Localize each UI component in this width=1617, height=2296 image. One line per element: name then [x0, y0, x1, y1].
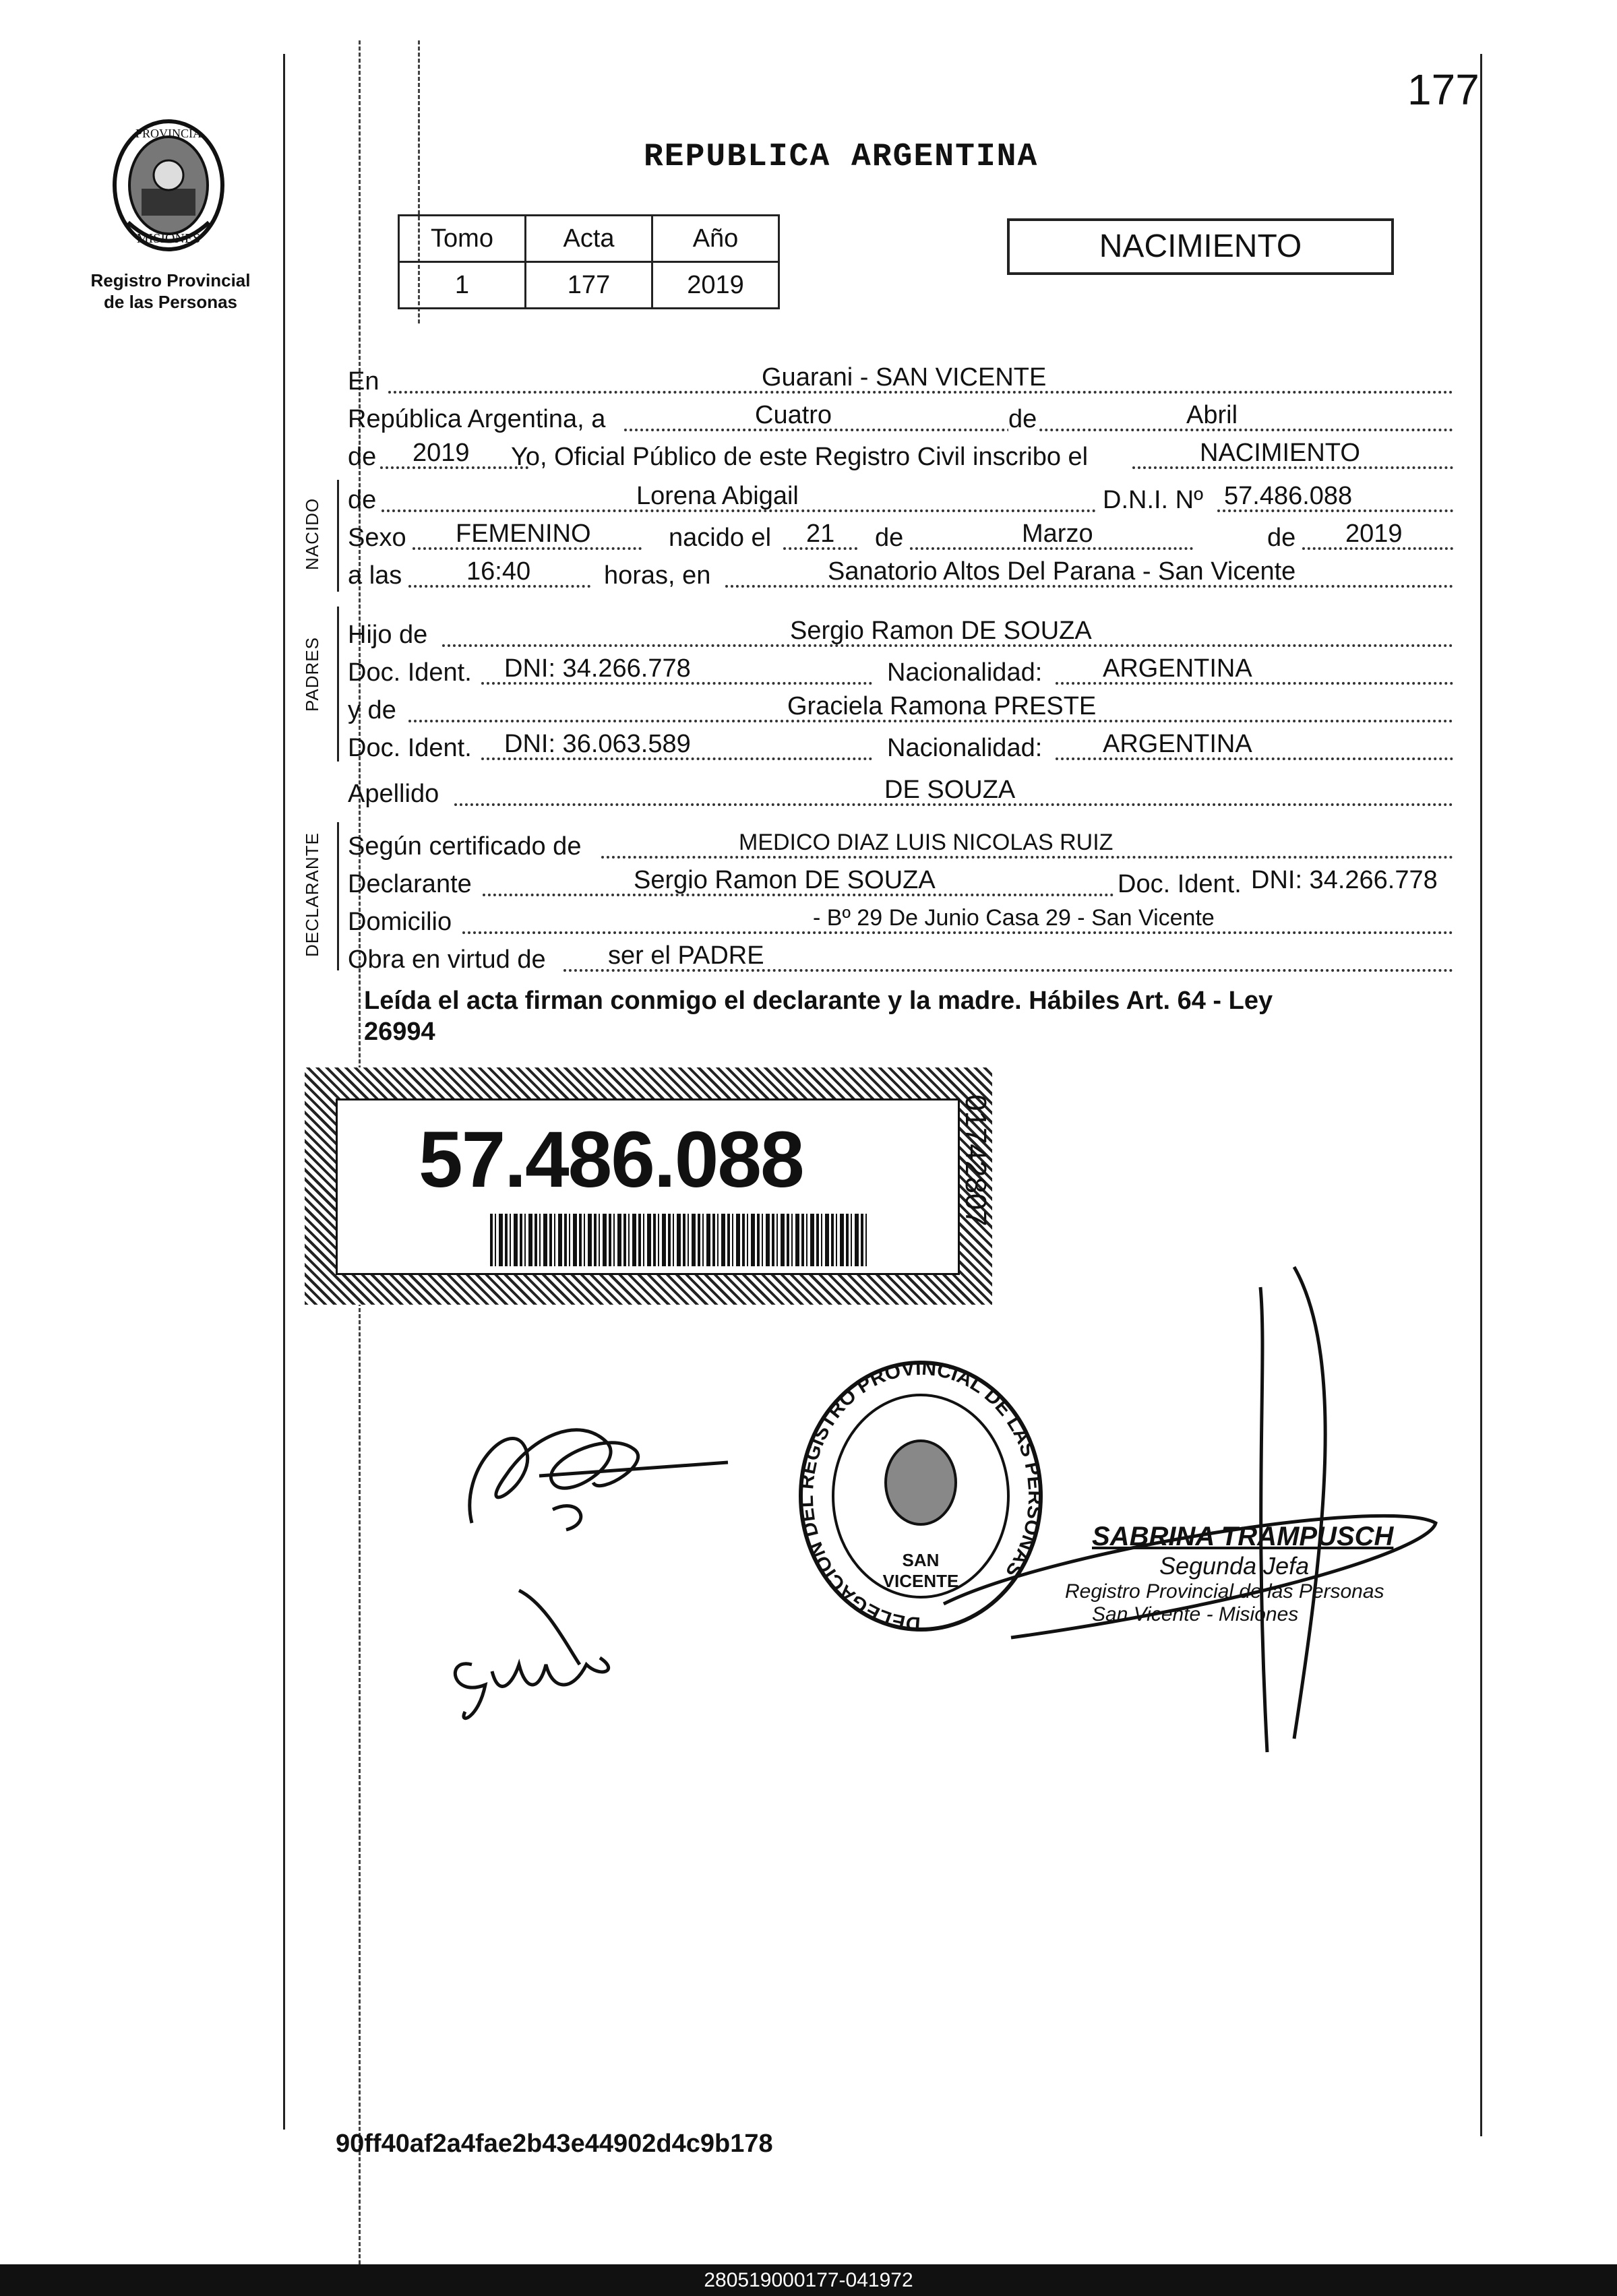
nacido-bar: [337, 480, 339, 592]
signature-scribble-2: [438, 1563, 640, 1739]
hora-value: 16:40: [466, 557, 531, 586]
signature-scribble-1: [431, 1388, 768, 1550]
row-year-clause: [348, 429, 1453, 473]
clause-text: Yo, Oficial Público de este Registro Civil inscribo el: [511, 443, 1089, 471]
nacido-section-label: NACIDO: [302, 497, 322, 570]
sticker-number: 57.486.088: [419, 1115, 803, 1204]
cert-label: Según certificado de: [348, 832, 582, 861]
obra-label: Obra en virtud de: [348, 945, 546, 974]
registry-caption-line1: Registro Provincial: [90, 270, 251, 290]
sticker-barcode: [490, 1214, 867, 1266]
sticker-inner: [336, 1098, 960, 1275]
dni-label: D.N.I. Nº: [1103, 486, 1203, 514]
de-year-label: de: [348, 443, 377, 471]
padres-section-label: PADRES: [302, 637, 322, 712]
child-dni: 57.486.088: [1224, 482, 1353, 510]
acta-value: 177: [526, 262, 652, 309]
registry-caption-line2: de las Personas: [104, 292, 237, 312]
en-label: En: [348, 367, 379, 396]
official-org: Registro Provincial de las Personas: [1065, 1580, 1384, 1603]
madre-signature: [438, 1563, 640, 1739]
apellido-label: Apellido: [348, 780, 439, 808]
madre-nac-label: Nacionalidad:: [887, 734, 1043, 762]
birth-day: 21: [806, 520, 835, 548]
stamp-ring-text: DELEGACION DEL REGISTRO PROVINCIAL DE LAS PERSONAS: [795, 1357, 1047, 1636]
de-month-label: de: [1008, 403, 1037, 435]
act-value: NACIMIENTO: [1200, 439, 1360, 467]
footer-bar: [0, 2264, 1617, 2296]
official-signature: [917, 1227, 1469, 1766]
registry-caption: [80, 270, 262, 313]
official-block: [1065, 1522, 1469, 1626]
acta-header: Acta: [526, 216, 652, 262]
row-hora: [348, 547, 1453, 592]
republica-label: República Argentina, a: [348, 405, 606, 433]
madre-name: Graciela Ramona PRESTE: [787, 692, 1097, 720]
official-place: San Vicente - Misiones: [1092, 1603, 1299, 1625]
hijo-de-label: Hijo de: [348, 621, 428, 649]
right-margin-rule: [1480, 54, 1482, 2136]
sexo-value: FEMENINO: [456, 520, 591, 548]
footer-code: 280519000177-041972: [704, 2269, 913, 2291]
padres-bar: [337, 607, 339, 762]
register-table: [398, 214, 780, 309]
declarante-section-label: DECLARANTE: [302, 832, 322, 957]
svg-text:PROVINCIA: PROVINCIA: [135, 127, 202, 140]
horas-en-label: horas, en: [604, 561, 711, 590]
leida-line1: Leída el acta firman conmigo el declarante y la madre. Hábiles Art. 64 - Ley: [364, 987, 1273, 1015]
page-number: 177: [1407, 65, 1479, 114]
month-value: Abril: [1186, 401, 1238, 429]
anio-value: 2019: [652, 262, 779, 309]
declarante-signature: [431, 1388, 768, 1550]
svg-text:MISIONES: MISIONES: [136, 231, 201, 246]
official-title: Segunda Jefa: [1159, 1552, 1310, 1580]
a-las-label: a las: [348, 561, 402, 590]
tomo-header: Tomo: [399, 216, 526, 262]
row-apellido: [348, 766, 1453, 810]
year-value: 2019: [413, 439, 470, 467]
decl-doc-label: Doc. Ident.: [1113, 868, 1242, 900]
row-madre-doc: [348, 720, 1453, 764]
leida-line2: 26994: [364, 1018, 435, 1046]
declarante-label: Declarante: [348, 870, 472, 898]
misiones-seal-icon: [101, 115, 236, 256]
place-value: Guarani - SAN VICENTE: [762, 363, 1047, 392]
de-label-3: de: [1267, 524, 1296, 552]
declarante-bar: [337, 822, 339, 970]
nacido-el-label: nacido el: [669, 524, 772, 552]
document-hash: 90ff40af2a4fae2b43e44902d4c9b178: [336, 2130, 773, 2158]
padre-doc: DNI: 34.266.778: [504, 654, 691, 683]
sticker-side-code: 01742807: [959, 1094, 992, 1227]
padre-name: Sergio Ramon DE SOUZA: [790, 617, 1092, 645]
obra-value: ser el PADRE: [608, 941, 764, 970]
birth-month: Marzo: [1022, 520, 1093, 548]
madre-doc: DNI: 36.063.589: [504, 730, 691, 758]
lugar-value: Sanatorio Altos Del Parana - San Vicente: [828, 557, 1296, 586]
madre-nac: ARGENTINA: [1103, 730, 1252, 758]
cert-value: MEDICO DIAZ LUIS NICOLAS RUIZ: [739, 830, 1113, 855]
y-de-label: y de: [348, 696, 396, 724]
day-value: Cuatro: [755, 401, 832, 429]
record-type: NACIMIENTO: [1099, 228, 1302, 264]
sexo-label: Sexo: [348, 524, 406, 552]
country-heading: REPUBLICA ARGENTINA: [644, 139, 1039, 175]
leida-text: [364, 985, 1273, 1047]
decl-doc: DNI: 34.266.778: [1251, 866, 1438, 894]
dni-sticker: [305, 1067, 992, 1305]
tomo-value: 1: [399, 262, 526, 309]
madre-doc-label: Doc. Ident.: [348, 734, 472, 762]
record-type-box: [1007, 218, 1394, 275]
stamp-center-text: SAN VICENTE: [882, 1550, 959, 1591]
domicilio-value: - Bº 29 De Junio Casa 29 - San Vicente: [813, 905, 1215, 931]
official-sign-stroke: [917, 1227, 1469, 1766]
child-name: Lorena Abigail: [636, 482, 799, 510]
left-margin-rule: [283, 54, 285, 2130]
birth-year: 2019: [1345, 520, 1403, 548]
anio-header: Año: [652, 216, 779, 262]
padre-doc-label: Doc. Ident.: [348, 658, 472, 687]
province-seal: [101, 115, 236, 256]
padre-nac: ARGENTINA: [1103, 654, 1252, 683]
de-name-label: de: [348, 486, 377, 514]
apellido-value: DE SOUZA: [884, 776, 1016, 804]
row-obra: [348, 931, 1453, 976]
official-name: SABRINA TRAMPUSCH: [1092, 1522, 1394, 1551]
de-label-2: de: [875, 524, 904, 552]
padre-nac-label: Nacionalidad:: [887, 658, 1043, 687]
domicilio-label: Domicilio: [348, 908, 452, 936]
declarante-name: Sergio Ramon DE SOUZA: [634, 866, 936, 894]
